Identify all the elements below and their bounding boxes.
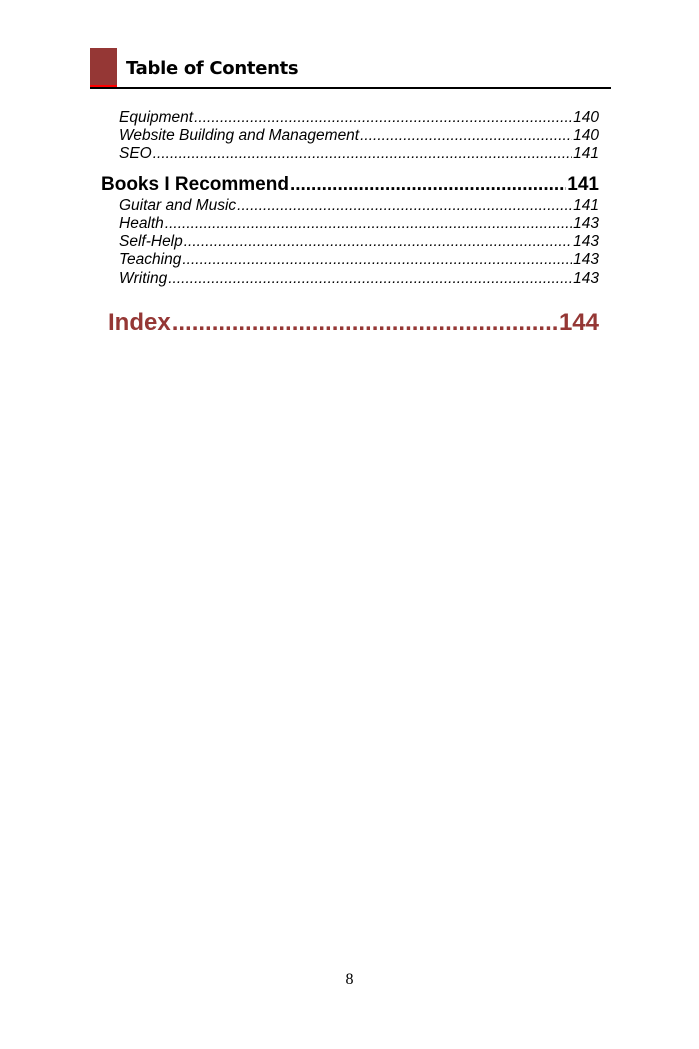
toc-entry-page: 143	[573, 251, 599, 268]
toc-entry-page: 141	[573, 197, 599, 214]
toc-entry-page: 143	[573, 215, 599, 232]
toc-entry-seo[interactable]	[119, 145, 599, 163]
toc-entry-label: Teaching	[119, 251, 182, 268]
toc-entry-writing[interactable]	[119, 270, 599, 288]
toc-leader-dots	[165, 215, 572, 233]
toc-entry-page: 140	[573, 109, 599, 126]
toc-leader-dots	[168, 270, 572, 288]
toc-entry-page: 140	[573, 127, 599, 144]
toc-leader-dots	[182, 251, 572, 269]
toc-leader-dots	[194, 109, 572, 127]
toc-header	[90, 48, 611, 89]
toc-entry-label: Index	[108, 309, 171, 336]
toc-entry-page: 144	[558, 309, 599, 336]
toc-entry-label: Website Building and Management	[119, 127, 360, 144]
toc-entry-page: 143	[573, 233, 599, 250]
toc-entry-label: Self-Help	[119, 233, 183, 250]
toc-leader-dots	[184, 233, 572, 251]
toc-entry-teaching[interactable]	[119, 251, 599, 269]
toc-entry-self-help[interactable]	[119, 233, 599, 251]
toc-entry-label: Health	[119, 215, 164, 232]
toc-entry-label: Equipment	[119, 109, 194, 126]
toc-entry-label: Guitar and Music	[119, 197, 237, 214]
toc-leader-dots	[290, 174, 566, 196]
page-number: 8	[345, 971, 354, 988]
toc-entry-equipment[interactable]	[119, 109, 599, 127]
toc-entry-index[interactable]	[108, 308, 599, 338]
toc-entry-guitar-and-music[interactable]	[119, 197, 599, 215]
toc-entry-website-building[interactable]	[119, 127, 599, 145]
toc-entry-label: Books I Recommend	[101, 174, 289, 195]
toc-leader-dots	[360, 127, 572, 145]
toc-leader-dots	[153, 145, 572, 163]
toc-entry-health[interactable]	[119, 215, 599, 233]
toc-entry-page: 141	[567, 174, 599, 195]
toc-entry-page: 141	[573, 145, 599, 162]
toc-entry-label: Writing	[119, 270, 168, 287]
toc-entry-books-i-recommend[interactable]	[101, 174, 599, 196]
toc-leader-dots	[237, 197, 572, 215]
toc-entry-page: 143	[573, 270, 599, 287]
toc-entry-label: SEO	[119, 145, 152, 162]
page-title: Table of Contents	[126, 58, 299, 79]
header-accent-block	[90, 48, 117, 87]
toc-leader-dots	[172, 308, 558, 338]
